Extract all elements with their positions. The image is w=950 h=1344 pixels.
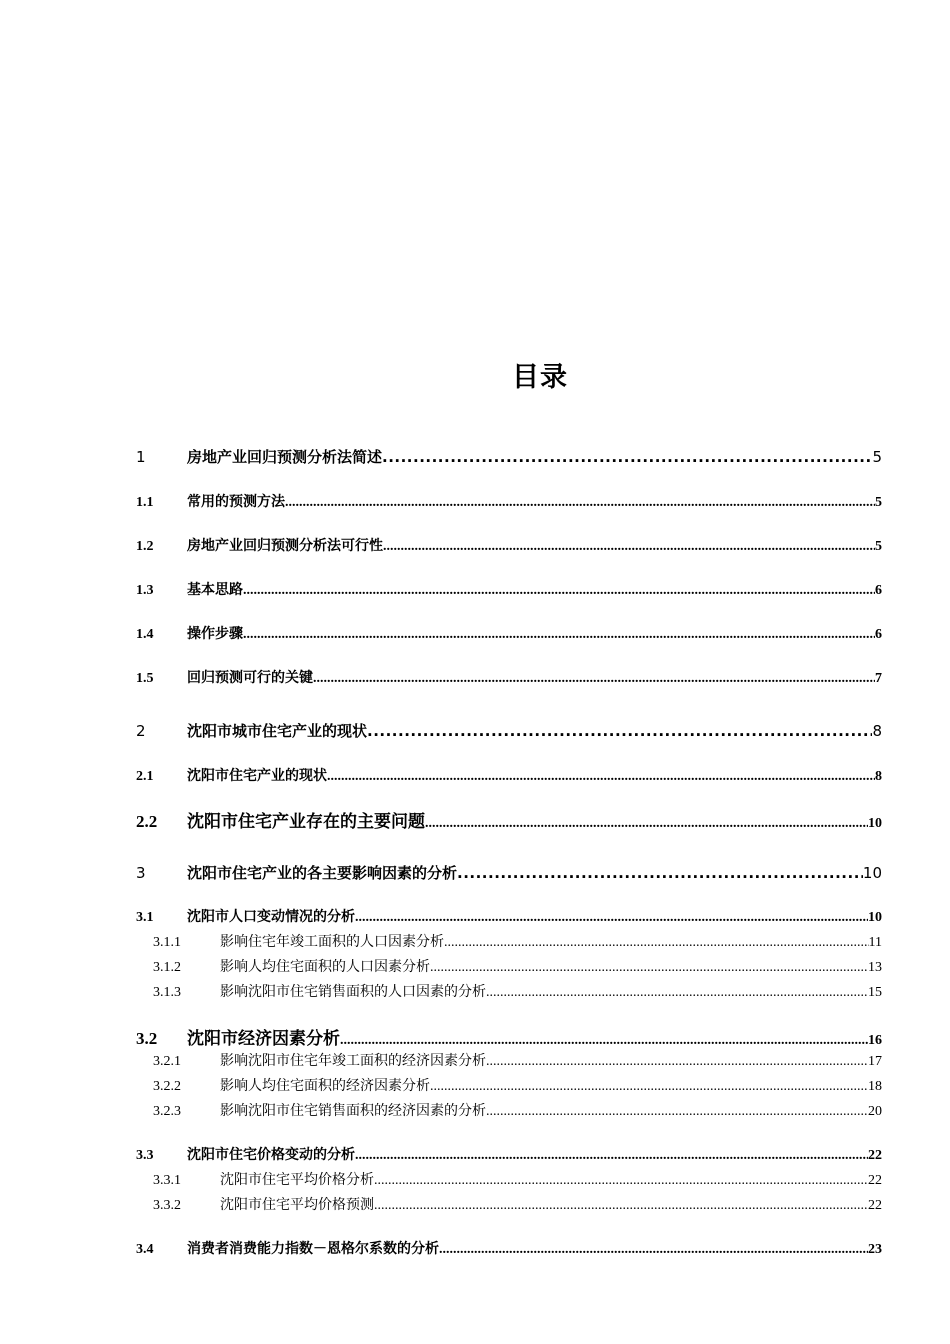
toc-number: 3.1.1 bbox=[153, 935, 181, 950]
toc-entry-3-3[interactable] bbox=[136, 1144, 882, 1164]
toc-leader-dots bbox=[243, 627, 875, 643]
toc-number: 3.2.1 bbox=[153, 1054, 181, 1069]
toc-title: 回归预测可行的关键 bbox=[187, 670, 313, 686]
toc-entry-3-1-3[interactable] bbox=[153, 981, 882, 1001]
toc-title: 操作步骤 bbox=[187, 626, 243, 642]
toc-leader-dots bbox=[486, 1054, 868, 1070]
toc-entry-1-2[interactable] bbox=[136, 535, 882, 555]
toc-number: 2 bbox=[136, 722, 146, 740]
toc-number: 2.2 bbox=[136, 812, 158, 831]
toc-entry-3-1-1[interactable] bbox=[153, 931, 882, 951]
toc-number: 1.1 bbox=[136, 495, 154, 510]
toc-entry-3-2-2[interactable] bbox=[153, 1075, 882, 1095]
toc-page-number: 5 bbox=[875, 495, 882, 510]
toc-leader-dots bbox=[327, 769, 875, 785]
toc-number: 2.1 bbox=[136, 769, 154, 784]
toc-page-number: 6 bbox=[875, 627, 882, 642]
toc-title: 影响住宅年竣工面积的人口因素分析 bbox=[220, 934, 444, 950]
toc-page-number: 8 bbox=[875, 769, 882, 784]
toc-leader-dots bbox=[457, 864, 863, 882]
toc-page-number: 10 bbox=[868, 910, 882, 925]
toc-entry-1-1[interactable] bbox=[136, 491, 882, 511]
toc-leader-dots bbox=[374, 1198, 868, 1214]
toc-leader-dots bbox=[355, 910, 868, 926]
toc-number: 1 bbox=[136, 448, 146, 466]
toc-number: 3.4 bbox=[136, 1242, 154, 1257]
toc-entry-1-4[interactable] bbox=[136, 623, 882, 643]
toc-page-number: 22 bbox=[868, 1173, 882, 1188]
toc-title: 影响沈阳市住宅年竣工面积的经济因素分析 bbox=[220, 1053, 486, 1069]
toc-leader-dots bbox=[486, 1104, 868, 1120]
toc-page-number: 17 bbox=[868, 1054, 882, 1069]
toc-title: 影响人均住宅面积的人口因素分析 bbox=[220, 959, 430, 975]
toc-title: 常用的预测方法 bbox=[187, 494, 285, 510]
toc-page-number: 7 bbox=[875, 671, 882, 686]
toc-page-number: 8 bbox=[872, 722, 882, 740]
toc-page-number: 20 bbox=[868, 1104, 882, 1119]
toc-title: 影响人均住宅面积的经济因素分析 bbox=[220, 1078, 430, 1094]
toc-title: 房地产业回归预测分析法简述 bbox=[187, 448, 383, 466]
toc-page-number: 16 bbox=[868, 1033, 882, 1048]
toc-entry-chapter-3[interactable] bbox=[136, 862, 882, 883]
toc-title: 消费者消费能力指数－恩格尔系数的分析 bbox=[187, 1241, 439, 1257]
toc-entry-chapter-1[interactable] bbox=[136, 446, 882, 467]
toc-title: 沈阳市住宅产业的各主要影响因素的分析 bbox=[187, 864, 458, 882]
toc-leader-dots bbox=[382, 448, 872, 466]
toc-entry-chapter-2[interactable] bbox=[136, 720, 882, 741]
toc-number: 3.3.1 bbox=[153, 1173, 181, 1188]
toc-leader-dots bbox=[243, 583, 875, 599]
toc-entry-3-1-2[interactable] bbox=[153, 956, 882, 976]
toc-leader-dots bbox=[444, 935, 869, 951]
toc-leader-dots bbox=[439, 1242, 868, 1258]
toc-page-number: 11 bbox=[868, 935, 882, 950]
toc-number: 3.3.2 bbox=[153, 1198, 181, 1213]
toc-number: 3.1 bbox=[136, 910, 154, 925]
toc-leader-dots bbox=[486, 985, 868, 1001]
toc-leader-dots bbox=[430, 1079, 868, 1095]
toc-title: 沈阳市住宅产业的现状 bbox=[187, 768, 327, 784]
toc-number: 1.2 bbox=[136, 539, 154, 554]
toc-entry-2-2[interactable] bbox=[136, 807, 882, 832]
toc-entry-3-2-1[interactable] bbox=[153, 1050, 882, 1070]
page-title: 目录 bbox=[512, 362, 568, 393]
toc-leader-dots bbox=[425, 816, 868, 832]
toc-page-number: 23 bbox=[868, 1242, 882, 1257]
toc-page-number: 13 bbox=[868, 960, 882, 975]
toc-leader-dots bbox=[367, 722, 872, 740]
toc-entry-3-2-3[interactable] bbox=[153, 1100, 882, 1120]
toc-number: 1.3 bbox=[136, 583, 154, 598]
toc-number: 1.5 bbox=[136, 671, 154, 686]
toc-title: 沈阳市经济因素分析 bbox=[187, 1029, 340, 1049]
toc-entry-3-3-1[interactable] bbox=[153, 1169, 882, 1189]
toc-entry-3-1[interactable] bbox=[136, 906, 882, 926]
toc-page-number: 10 bbox=[868, 816, 882, 831]
toc-title: 影响沈阳市住宅销售面积的经济因素的分析 bbox=[220, 1103, 486, 1119]
toc-title: 沈阳市城市住宅产业的现状 bbox=[187, 722, 368, 740]
toc-title: 影响沈阳市住宅销售面积的人口因素的分析 bbox=[220, 984, 486, 1000]
toc-entry-3-4[interactable] bbox=[136, 1238, 882, 1258]
toc-page-number: 10 bbox=[862, 864, 882, 882]
toc-entry-2-1[interactable] bbox=[136, 765, 882, 785]
toc-leader-dots bbox=[313, 671, 875, 687]
toc-entry-3-3-2[interactable] bbox=[153, 1194, 882, 1214]
toc-leader-dots bbox=[355, 1148, 868, 1164]
toc-number: 3.1.2 bbox=[153, 960, 181, 975]
toc-page-number: 22 bbox=[868, 1148, 882, 1163]
toc-number: 3.2 bbox=[136, 1029, 158, 1048]
toc-title: 沈阳市住宅平均价格分析 bbox=[220, 1172, 374, 1188]
toc-number: 3 bbox=[136, 864, 146, 882]
toc-number: 3.1.3 bbox=[153, 985, 181, 1000]
toc-title: 沈阳市住宅平均价格预测 bbox=[220, 1197, 374, 1213]
toc-title: 基本思路 bbox=[187, 582, 243, 598]
toc-title: 沈阳市住宅产业存在的主要问题 bbox=[187, 812, 425, 832]
toc-leader-dots bbox=[374, 1173, 868, 1189]
toc-leader-dots bbox=[340, 1033, 868, 1049]
toc-leader-dots bbox=[383, 539, 875, 555]
toc-entry-3-2[interactable] bbox=[136, 1024, 882, 1049]
toc-number: 3.3 bbox=[136, 1148, 154, 1163]
toc-page-number: 22 bbox=[868, 1198, 882, 1213]
toc-entry-1-5[interactable] bbox=[136, 667, 882, 687]
toc-entry-1-3[interactable] bbox=[136, 579, 882, 599]
toc-page-number: 5 bbox=[875, 539, 882, 554]
toc-title: 房地产业回归预测分析法可行性 bbox=[187, 538, 383, 554]
toc-leader-dots bbox=[430, 960, 868, 976]
toc-page-number: 5 bbox=[872, 448, 882, 466]
toc-number: 3.2.2 bbox=[153, 1079, 181, 1094]
toc-number: 3.2.3 bbox=[153, 1104, 181, 1119]
toc-number: 1.4 bbox=[136, 627, 154, 642]
toc-title: 沈阳市人口变动情况的分析 bbox=[187, 909, 355, 925]
toc-title: 沈阳市住宅价格变动的分析 bbox=[187, 1147, 355, 1163]
toc-leader-dots bbox=[285, 495, 875, 511]
toc-page-number: 18 bbox=[868, 1079, 882, 1094]
toc-page-number: 15 bbox=[868, 985, 882, 1000]
toc-page-number: 6 bbox=[875, 583, 882, 598]
